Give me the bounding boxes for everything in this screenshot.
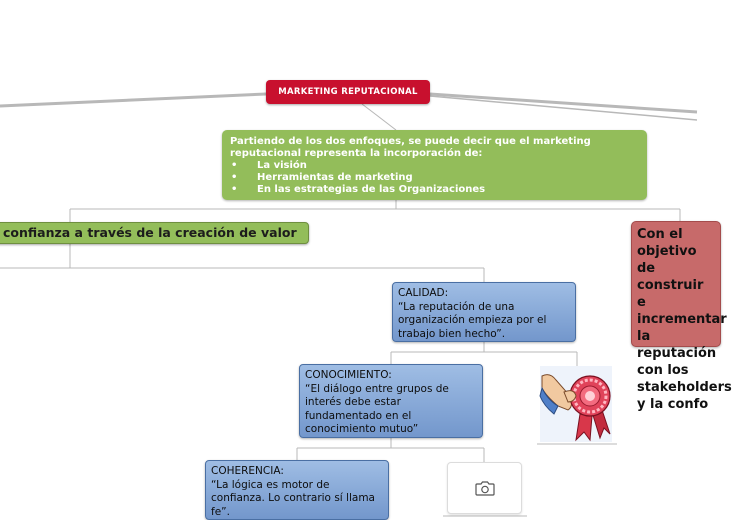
coherencia-topic[interactable] (205, 460, 389, 520)
connector-root-left (0, 94, 266, 106)
definition-item: • Herramientas de marketing (230, 172, 639, 184)
coherencia-quote: “La lógica es motor de confianza. Lo contrario sí llama fe”. (211, 478, 375, 518)
conocimiento-topic[interactable] (299, 364, 483, 438)
definition-intro: Partiendo de los dos enfoques, se puede decir que el marketing reputacional representa la incorporación de: (230, 136, 591, 159)
connector-calidad-children (391, 342, 577, 366)
award-ribbon-icon[interactable] (540, 366, 612, 442)
camera-icon (475, 480, 495, 496)
confianza-topic[interactable]: confianza a través de la creación de valor (0, 222, 309, 244)
root-topic[interactable]: MARKETING REPUTACIONAL (266, 80, 430, 104)
connector-confianza-children (0, 244, 484, 282)
definition-topic[interactable] (222, 130, 647, 200)
connector-root-definition (362, 104, 396, 130)
connector-root-right (430, 94, 697, 112)
connector-definition-children (70, 200, 680, 222)
conocimiento-title: CONOCIMIENTO: (305, 369, 392, 381)
calidad-title: CALIDAD: (398, 287, 449, 299)
definition-item: • La visión (230, 160, 639, 172)
coherencia-title: COHERENCIA: (211, 465, 284, 477)
definition-item: • En las estrategias de las Organizaciones (230, 184, 639, 196)
conocimiento-quote: “El diálogo entre grupos de interés debe estar fundamentado en el conocimiento mutuo” (305, 382, 449, 435)
calidad-quote: “La reputación de una organización empieza por el trabajo bien hecho”. (398, 300, 547, 340)
objective-topic[interactable]: Con el objetivo de construir e incrementar la reputación con los stakeholders y la confo (631, 221, 721, 347)
connector-conocimiento-children (297, 438, 484, 462)
definition-list (230, 160, 639, 196)
image-placeholder[interactable] (447, 462, 522, 514)
calidad-topic[interactable] (392, 282, 576, 342)
